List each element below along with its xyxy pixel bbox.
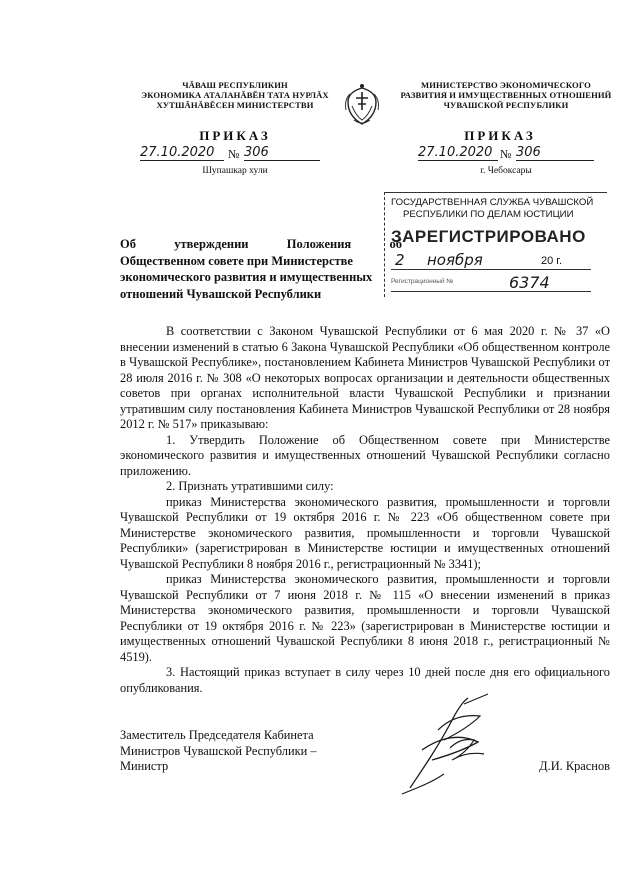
header-right-line-2: РАЗВИТИЯ И ИМУЩЕСТВЕННЫХ ОТНОШЕНИЙ xyxy=(400,90,612,100)
registration-stamp xyxy=(384,192,607,297)
stamp-reg-underline xyxy=(391,291,591,292)
header-left-line-2: ЭКОНОМИКА АТАЛАНĂВĔН ТАТА НУРЛĂХ xyxy=(141,90,329,100)
left-place: Шупашкар хули xyxy=(202,166,268,176)
right-date-row xyxy=(418,145,594,163)
item-1-paragraph: 1. Утвердить Положение об Общественном совете при Министерстве экономического развития и имущественных отношений Чувашской Республики согласно приложению. xyxy=(120,432,610,478)
left-number: 306 xyxy=(244,145,320,161)
header-left-title xyxy=(140,80,330,110)
item-2a-paragraph: приказ Министерства экономического развития, промышленности и торговли Чувашской Республики от 19 октября 2016 г. № 223 «Об общественном совете при Министерстве экономического развития, промышленности и торговли Чувашской Республики» (зарегистрирован в Министерстве юстиции и имущественных отношений Чувашской Республики 8 ноября 2016 г., регистрационный № 3341); xyxy=(120,494,610,571)
left-date-row xyxy=(140,145,320,163)
handwritten-signature-icon xyxy=(392,690,502,802)
header-left-line-3: ХУТШĂНĂВĔСЕН МИНИСТЕРСТВИ xyxy=(156,100,314,110)
document-body xyxy=(120,324,610,696)
right-place: г. Чебоксары xyxy=(480,166,532,176)
stamp-registered: ЗАРЕГИСТРИРОВАНО xyxy=(391,227,586,246)
signatory-line-3: Министр xyxy=(120,759,169,773)
item-2-paragraph: 2. Признать утратившими силу: xyxy=(166,479,334,493)
stamp-reg-number: 6374 xyxy=(509,273,550,292)
preamble-paragraph: В соответствии с Законом Чувашской Республики от 6 мая 2020 г. № 37 «О внесении изменений в статью 6 Закона Чувашской Республики «Об общественном контроле в Чувашской Республике», постановлением Кабинета Министров Чувашской Республики от 28 июля 2016 г. № 308 «О некоторых вопросах организации и деятельности общественных советов при органах исполнительной власти Чувашской Республики и признании утратившим силу постановления Кабинета Министров Чувашской Республики от 28 ноября 2012 г. № 517» приказываю: xyxy=(120,324,610,431)
header-left-line-1: ЧĂВАШ РЕСПУБЛИКИН xyxy=(182,80,288,90)
header-right-line-1: МИНИСТЕРСТВО ЭКОНОМИЧЕСКОГО xyxy=(421,80,591,90)
signatory-title xyxy=(120,728,380,775)
header-right-title xyxy=(392,80,620,110)
right-number-sign: № xyxy=(500,147,512,161)
stamp-line-2: РЕСПУБЛИКИ ПО ДЕЛАМ ЮСТИЦИИ xyxy=(403,209,574,220)
title-line-4: отношений Чувашской Республики xyxy=(120,286,322,301)
item-2b-paragraph: приказ Министерства экономического развития, промышленности и торговли Чувашской Республики от 7 июня 2018 г. № 115 «О внесении изменений в приказ Министерства экономического развития, промышленности и торговли Чувашской Республики от 19 октября 2016 г. № 223» (зарегистрирован в Министерстве юстиции и имущественных отношений Чувашской Республики 8 июня 2018 г., регистрационный № 4519). xyxy=(120,572,610,664)
document-title xyxy=(120,236,402,302)
signatory-line-1: Заместитель Председателя Кабинета xyxy=(120,728,314,742)
header-right-line-3: ЧУВАШСКОЙ РЕСПУБЛИКИ xyxy=(443,100,569,110)
left-order-label: ПРИКАЗ xyxy=(199,128,271,143)
stamp-line-1: ГОСУДАРСТВЕННАЯ СЛУЖБА ЧУВАШСКОЙ xyxy=(391,197,594,208)
signatory-name: Д.И. Краснов xyxy=(539,759,610,773)
right-number: 306 xyxy=(516,145,594,161)
chuvash-emblem-icon xyxy=(342,80,382,126)
stamp-year-suffix: 20 г. xyxy=(541,255,563,267)
stamp-reg-row xyxy=(391,273,601,293)
right-date: 27.10.2020 xyxy=(418,145,498,161)
signatory-line-2: Министров Чувашской Республики – xyxy=(120,743,317,758)
stamp-date-row xyxy=(391,251,601,271)
title-line-1: Об утверждении Положения об xyxy=(120,237,402,251)
stamp-month: ноября xyxy=(427,251,483,269)
left-number-sign: № xyxy=(228,147,240,161)
title-line-2: Общественном совете при Министерстве xyxy=(120,253,353,268)
right-order-label: ПРИКАЗ xyxy=(464,128,536,143)
left-date: 27.10.2020 xyxy=(140,145,224,161)
item-3-paragraph: 3. Настоящий приказ вступает в силу через 10 дней после дня его официального опубликования. xyxy=(120,665,610,695)
title-line-3: экономического развития и имущественных xyxy=(120,270,373,284)
stamp-day: 2 xyxy=(395,251,405,269)
stamp-date-underline xyxy=(391,269,591,270)
stamp-reg-label: Регистрационный № xyxy=(391,278,454,285)
